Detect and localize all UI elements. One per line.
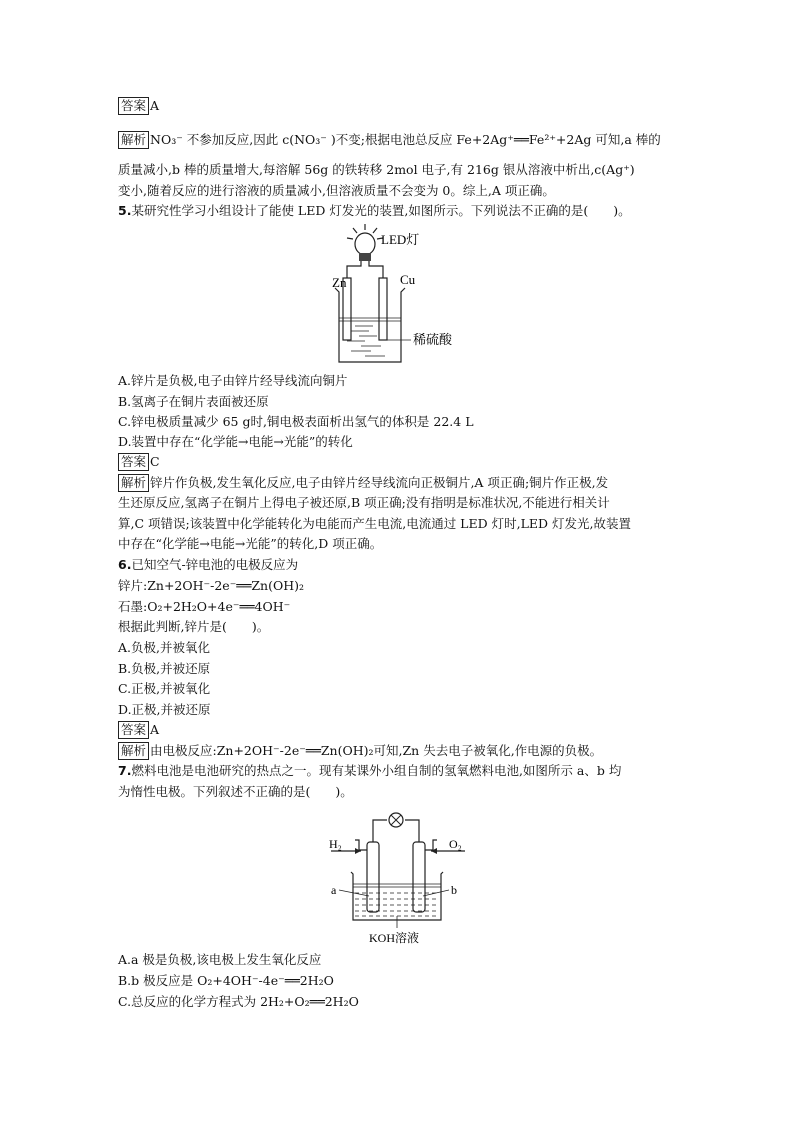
q6-analysis-text: 由电极反应:Zn+2OH⁻-2e⁻══Zn(OH)₂可知,Zn 失去电子被氧化,作电源的负极。 [150, 743, 603, 758]
q5-option-a: A.锌片是负极,电子由锌片经导线流向铜片 [118, 373, 348, 388]
q5-analysis-line-4: 中存在“化学能→电能→光能”的转化,D 项正确。 [118, 536, 383, 551]
h2-arrow-head [355, 848, 361, 854]
electrode-a [367, 842, 379, 912]
b-label: b [451, 883, 457, 897]
q5-led-circuit-figure [325, 222, 475, 367]
q7-stem-text: 燃料电池是电池研究的热点之一。现有某课外小组自制的氢氧燃料电池,如图所示 a、b 均 [131, 763, 622, 778]
analysis-label-box: 解析 [118, 131, 149, 149]
koh-solution [353, 884, 441, 916]
q7-number: 7. [118, 763, 132, 778]
q5-option-d: D.装置中存在“化学能→电能→光能”的转化 [118, 434, 353, 449]
q6-answer-line [118, 721, 159, 739]
q7-stem-line-1 [118, 762, 621, 780]
q6-equation-2: 石墨:O₂+2H₂O+4e⁻══4OH⁻ [118, 599, 291, 614]
q7-fuel-cell-figure [325, 808, 475, 948]
q6-analysis-line [118, 742, 602, 760]
q4-answer-line [118, 97, 159, 115]
q7-stem-line-2: 为惰性电极。下列叙述不正确的是( )。 [118, 784, 353, 799]
analysis-label-box: 解析 [118, 742, 149, 760]
led-bulb [355, 233, 375, 255]
electrode-b [413, 842, 425, 912]
q4-analysis-line-3: 变小,随着反应的进行溶液的质量减小,但溶液质量不会变为 0。综上,A 项正确。 [118, 183, 555, 198]
analysis-label-box: 解析 [118, 474, 149, 492]
answer-label-box: 答案 [118, 453, 149, 471]
q5-stem-text: 某研究性学习小组设计了能使 LED 灯发光的装置,如图所示。下列说法不正确的是( )。 [131, 203, 631, 218]
q6-answer: A [150, 722, 160, 737]
a-label: a [331, 883, 337, 897]
q6-stem [118, 556, 298, 574]
q6-stem-text: 已知空气-锌电池的电极反应为 [131, 557, 299, 572]
beaker [351, 872, 443, 920]
q5-analysis-line-3: 算,C 项错误;该装置中化学能转化为电能而产生电流,电流通过 LED 灯时,LED 灯发光,故装置 [118, 516, 631, 531]
q6-number: 6. [118, 557, 132, 572]
cu-label: Cu [400, 272, 416, 287]
q4-answer: A [150, 98, 160, 113]
q5-analysis-text: 锌片作负极,发生氧化反应,电子由锌片经导线流向正极铜片,A 项正确;铜片作正极,发 [150, 475, 609, 490]
q6-option-a: A.负极,并被氧化 [118, 640, 210, 655]
q6-option-c: C.正极,并被氧化 [118, 681, 211, 696]
q6-equation-1: 锌片:Zn+2OH⁻-2e⁻══Zn(OH)₂ [118, 578, 304, 593]
zn-label: Zn [332, 275, 347, 290]
q4-analysis-line-2: 质量减小,b 棒的质量增大,每溶解 56g 的铁转移 2mol 电子,有 216g 银从溶液中析出,c(Ag⁺) [118, 162, 635, 177]
q5-analysis-line-2: 生还原反应,氢离子在铜片上得电子被还原,B 项正确;没有指明是标准状况,不能进行相关计 [118, 495, 610, 510]
q5-answer: C [150, 454, 160, 469]
q5-answer-line [118, 453, 160, 471]
q5-option-b: B.氢离子在铜片表面被还原 [118, 394, 269, 409]
h2-inlet-tube [355, 840, 367, 850]
circuit-wire-right [405, 820, 419, 842]
wire-left [347, 261, 361, 278]
q5-stem [118, 202, 631, 220]
acid-label: 稀硫酸 [413, 332, 453, 347]
o2-inlet-tube [425, 840, 437, 850]
koh-label: KOH溶液 [369, 931, 419, 945]
q6-option-d: D.正极,并被还原 [118, 702, 211, 717]
led-label: LED灯 [381, 232, 420, 247]
q5-analysis-line-1 [118, 474, 608, 492]
o2-arrow-head [431, 848, 437, 854]
q5-number: 5. [118, 203, 132, 218]
circuit-wire-left [373, 820, 387, 842]
led-base [359, 253, 371, 261]
q4-analysis-line-1 [118, 131, 661, 149]
o2-label: O₂ [449, 837, 462, 851]
h2-label: H₂ [329, 837, 342, 851]
q6-option-b: B.负极,并被还原 [118, 661, 211, 676]
q6-question: 根据此判断,锌片是( )。 [118, 619, 270, 634]
q5-option-c: C.锌电极质量减少 65 g时,铜电极表面析出氢气的体积是 22.4 L [118, 414, 474, 429]
cu-electrode [379, 278, 387, 340]
q7-option-b: B.b 极反应是 O₂+4OH⁻-4e⁻══2H₂O [118, 973, 334, 988]
q7-option-a: A.a 极是负极,该电极上发生氧化反应 [118, 952, 322, 967]
answer-label-box: 答案 [118, 721, 149, 739]
wire-right [369, 261, 383, 278]
answer-label-box: 答案 [118, 97, 149, 115]
q7-option-c: C.总反应的化学方程式为 2H₂+O₂══2H₂O [118, 994, 359, 1009]
q4-analysis-text: NO₃⁻ 不参加反应,因此 c(NO₃⁻ )不变;根据电池总反应 Fe+2Ag⁺══Fe²⁺+2Ag 可知,a 棒的 [150, 132, 661, 147]
